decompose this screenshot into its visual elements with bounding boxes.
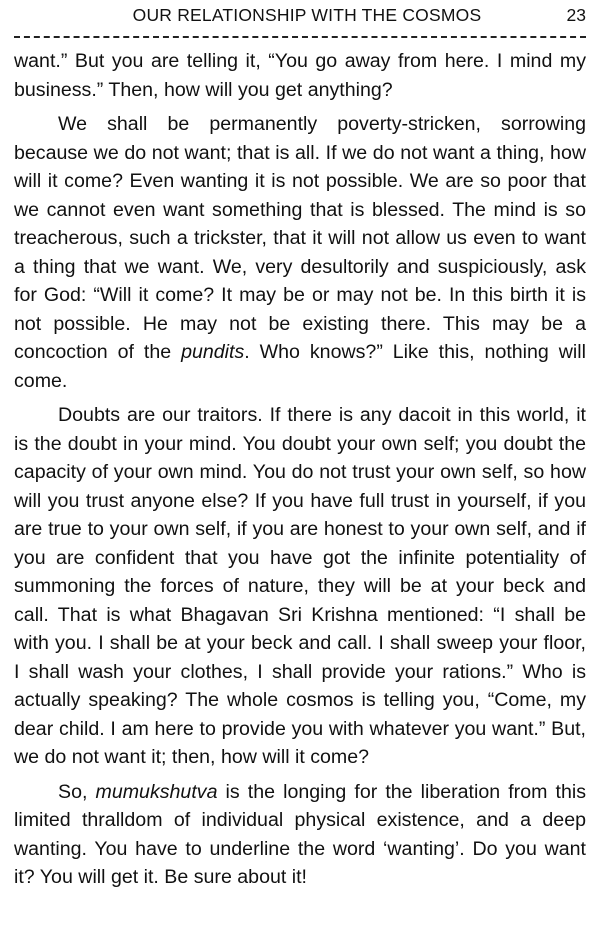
- header-divider: [14, 36, 586, 38]
- paragraph-2-italic: pundits: [181, 341, 245, 363]
- paragraph-2: [14, 110, 586, 395]
- paragraph-3: [14, 401, 586, 772]
- paragraph-2-text-a: We shall be permanently poverty-stricken, sorrowing because we do not want; that is all. If we do not want a thing, how will it come? Even wanting it is not possible. We are so poor that we cannot even want something that is blessed. The mind is so treacherous, such a trickster, that it will not allow us even to want a thing that we want. We, very desultorily and suspiciously, ask for God: “Will it come? It may be or may not be. In this birth it is not possible. He may not be existing there. This may be a concoction of the: [14, 113, 586, 363]
- page-number: 23: [566, 5, 586, 25]
- running-header: [14, 3, 586, 31]
- paragraph-1-text: want.” But you are telling it, “You go away from here. I mind my business.” Then, how will you get anything?: [14, 50, 586, 101]
- paragraph-4-italic: mumukshutva: [95, 780, 218, 803]
- paragraph-2-text-b: . Who knows?” Like this, nothing will come.: [14, 341, 586, 392]
- paragraph-1: [14, 47, 586, 104]
- paragraph-4-text-b: is the longing for the liberation from this limited thralldom of individual physical existence, and a deep wanting. You have to underline the word ‘wanting’. Do you want it? You will get it. Be sure about it!: [14, 780, 586, 888]
- paragraph-4: [14, 778, 586, 892]
- body-text: [14, 47, 586, 898]
- chapter-title: OUR RELATIONSHIP WITH THE COSMOS: [132, 5, 482, 25]
- paragraph-3-text: Doubts are our traitors. If there is any dacoit in this world, it is the doubt in your mind. You doubt your own self; you doubt the capacity of your own mind. You do not trust your own self, so how will you trust anyone else? If you have full trust in yourself, if you are true to your own self, if you are honest to your own self, and if you are confident that you have got the infinite potentiality of summoning the forces of nature, they will be at your beck and call. That is what Bhagavan Sri Krishna mentioned: “I shall be with you. I shall be at your beck and call. I shall sweep your floor, I shall wash your clothes, I shall provide your rations.” Who is actually speaking? The whole cosmos is telling you, “Come, my dear child. I am here to provide you with whatever you want.” But, we do not want it; then, how will it come?: [14, 404, 586, 768]
- paragraph-4-text-a: So,: [58, 780, 96, 803]
